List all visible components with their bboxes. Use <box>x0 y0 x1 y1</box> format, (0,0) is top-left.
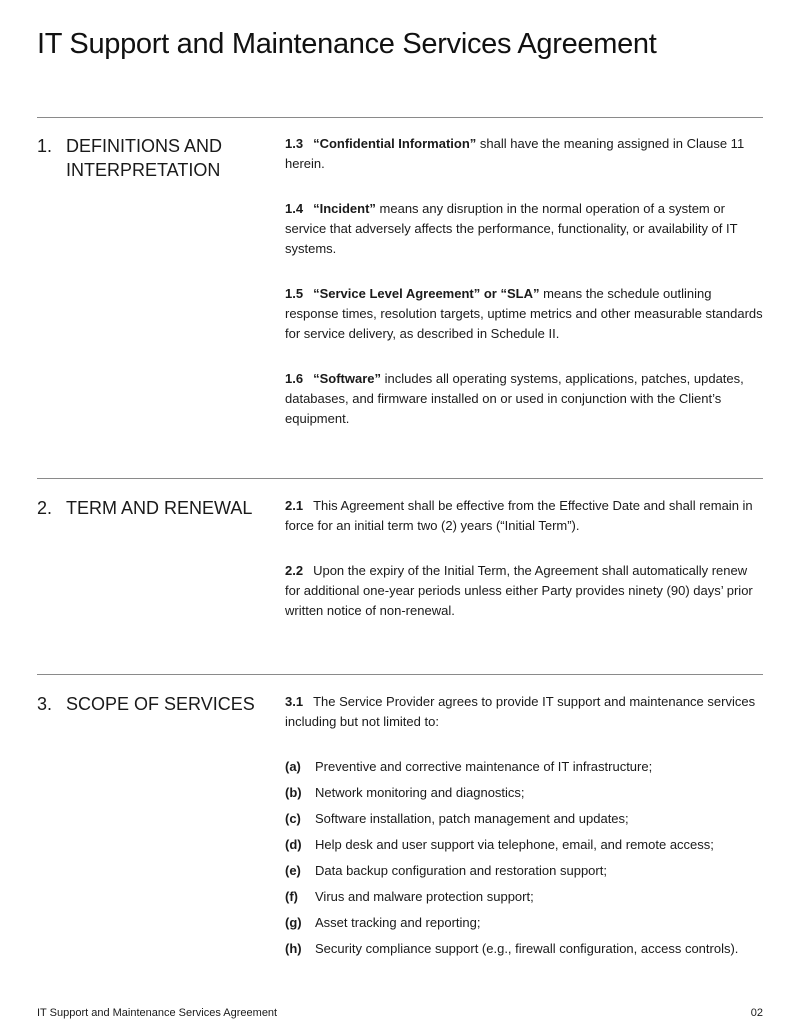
list-item <box>285 835 765 861</box>
section-body <box>285 496 765 646</box>
clause-1-3 <box>285 134 765 174</box>
footer-page-number: 02 <box>750 1007 763 1019</box>
list-item <box>285 783 765 809</box>
clause-1-5 <box>285 284 765 344</box>
item-text: Data backup configuration and restoration support; <box>315 863 607 878</box>
item-text: Help desk and user support via telephone, email, and remote access; <box>315 837 714 852</box>
section-number: 2. <box>37 498 53 518</box>
section-title: TERM AND RENEWAL <box>66 498 253 518</box>
item-letter: (c) <box>285 811 301 826</box>
section-divider <box>37 478 763 479</box>
item-letter: (a) <box>285 759 301 774</box>
defined-term: “Incident” <box>313 201 376 216</box>
item-text: Asset tracking and reporting; <box>315 915 481 930</box>
services-list <box>285 757 765 965</box>
clause-text: means any disruption in the normal operation of a system or service that adversely affects the performance, functionality, or availability of IT systems. <box>285 201 738 256</box>
list-item <box>285 861 765 887</box>
footer-document-title: IT Support and Maintenance Services Agreement <box>37 1007 278 1019</box>
item-letter: (g) <box>285 915 302 930</box>
item-text: Security compliance support (e.g., firewall configuration, access controls). <box>315 941 739 956</box>
clause-text: shall have the meaning assigned in Clause 11 herein. <box>285 136 745 171</box>
section-title: DEFINITIONS AND INTERPRETATION <box>66 136 223 180</box>
clause-number: 1.5 <box>285 286 304 301</box>
defined-term: “Confidential Information” <box>313 136 477 151</box>
section-heading <box>37 496 267 520</box>
section-heading <box>37 692 267 716</box>
item-letter: (d) <box>285 837 302 852</box>
clause-text: means the schedule outlining response times, resolution targets, uptime metrics and other measurable standards for service delivery, as described in Schedule II. <box>285 286 763 341</box>
clause-number: 1.4 <box>285 201 304 216</box>
item-text: Virus and malware protection support; <box>315 889 534 904</box>
clause-number: 2.2 <box>285 563 304 578</box>
clause-number: 1.3 <box>285 136 304 151</box>
clause-number: 2.1 <box>285 498 304 513</box>
list-item <box>285 809 765 835</box>
item-letter: (h) <box>285 941 302 956</box>
clause-1-4 <box>285 199 765 259</box>
clause-number: 3.1 <box>285 694 304 709</box>
list-item <box>285 757 765 783</box>
clause-2-1 <box>285 496 765 536</box>
section-body <box>285 692 765 965</box>
clause-text: Upon the expiry of the Initial Term, the Agreement shall automatically renew for additional one-year periods unless either Party provides ninety (90) days’ prior written notice of non-renewal. <box>285 563 753 618</box>
clause-number: 1.6 <box>285 371 304 386</box>
clause-3-1 <box>285 692 765 732</box>
defined-term: “Service Level Agreement” or “SLA” <box>313 286 540 301</box>
clause-2-2 <box>285 561 765 621</box>
clause-text: The Service Provider agrees to provide IT support and maintenance services including but not limited to: <box>285 694 756 729</box>
clause-text: includes all operating systems, applications, patches, updates, databases, and firmware installed on or used in conjunction with the Client’s equipment. <box>285 371 744 426</box>
clause-1-6 <box>285 369 765 429</box>
list-item <box>285 939 765 965</box>
section-heading <box>37 134 267 182</box>
item-letter: (f) <box>285 889 298 904</box>
item-text: Preventive and corrective maintenance of IT infrastructure; <box>315 759 653 774</box>
list-item <box>285 913 765 939</box>
list-item <box>285 887 765 913</box>
section-number: 3. <box>37 694 53 714</box>
item-text: Network monitoring and diagnostics; <box>315 785 525 800</box>
section-title: SCOPE OF SERVICES <box>66 694 255 714</box>
section-number: 1. <box>37 136 53 156</box>
item-letter: (e) <box>285 863 301 878</box>
item-text: Software installation, patch management and updates; <box>315 811 629 826</box>
section-divider <box>37 117 763 118</box>
defined-term: “Software” <box>313 371 381 386</box>
section-divider <box>37 674 763 675</box>
document-title: IT Support and Maintenance Services Agreement <box>37 28 657 60</box>
clause-text: This Agreement shall be effective from the Effective Date and shall remain in force for an initial term two (2) years (“Initial Term”). <box>285 498 753 533</box>
item-letter: (b) <box>285 785 302 800</box>
section-body <box>285 134 765 454</box>
